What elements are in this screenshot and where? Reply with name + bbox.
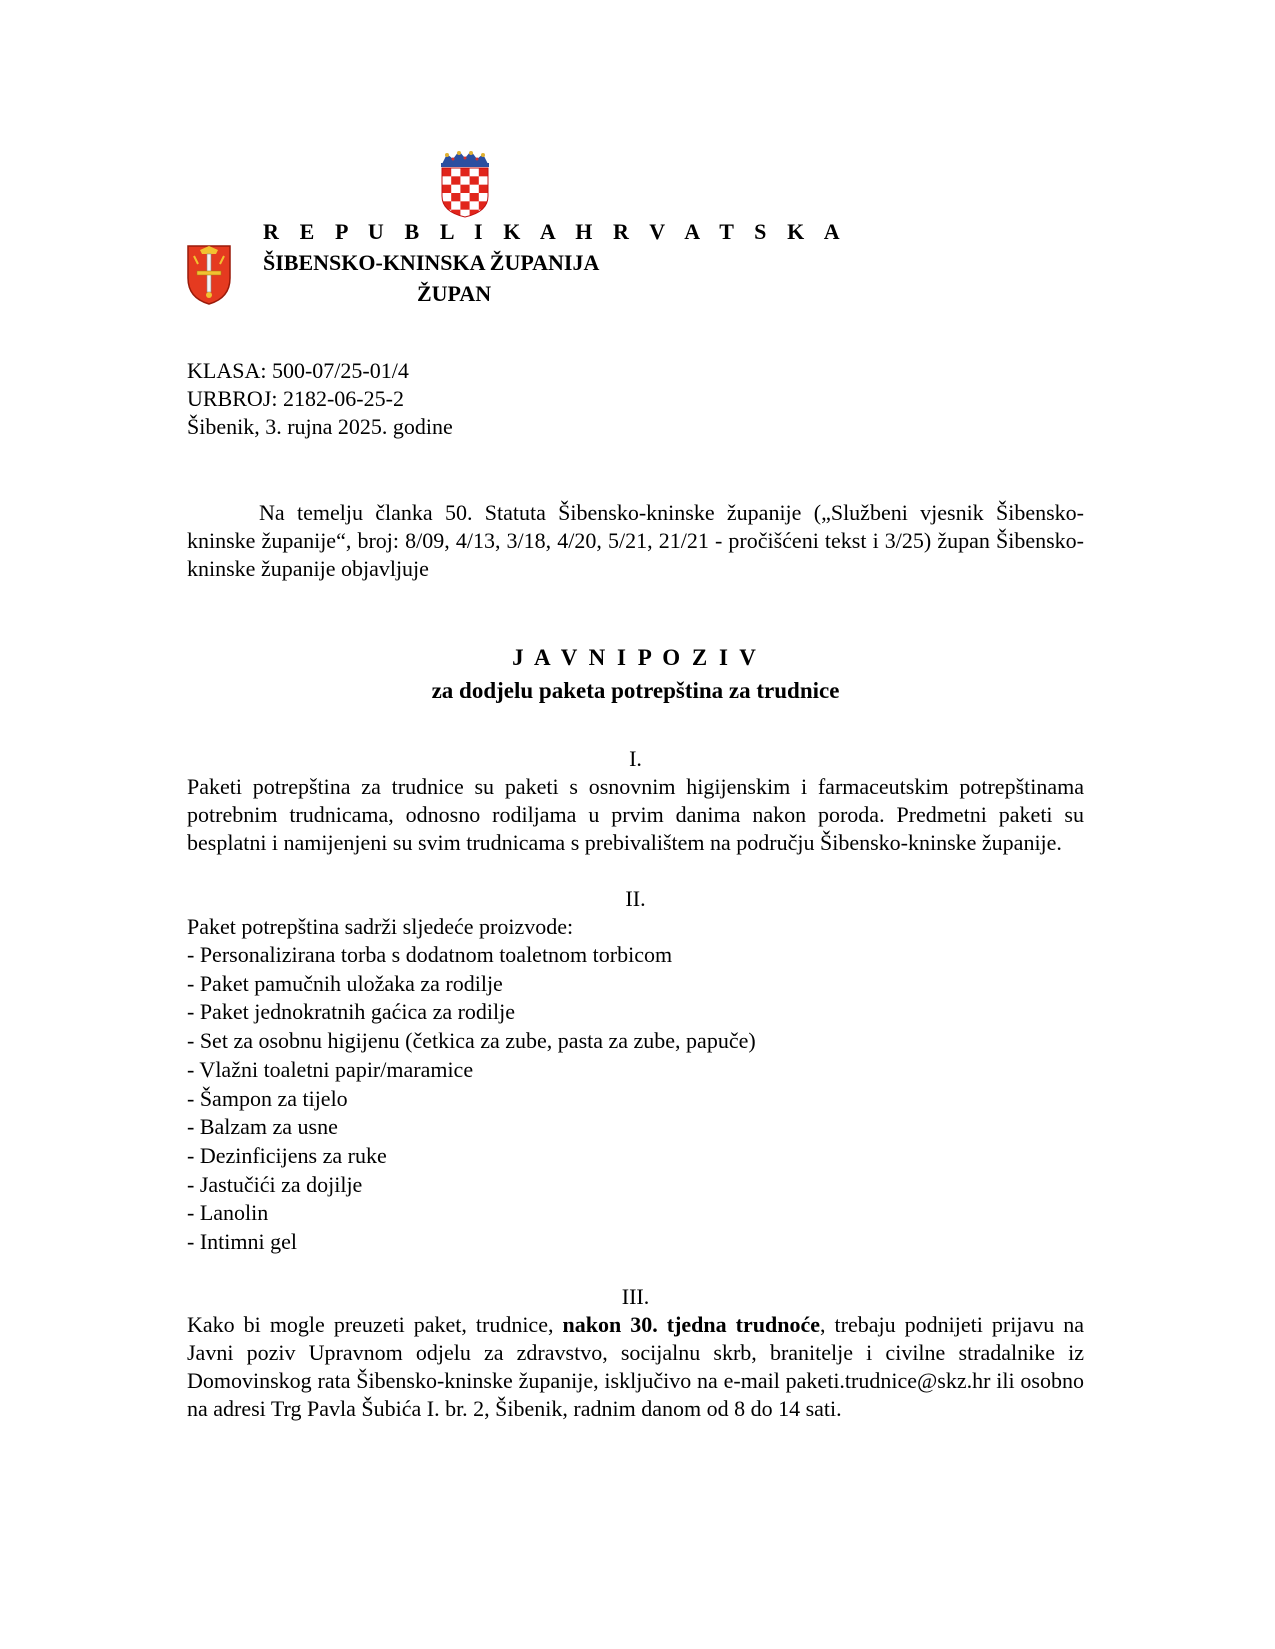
section-3-text-start: Kako bi mogle preuzeti paket, trudnice, bbox=[187, 1311, 563, 1337]
list-item: - Intimni gel bbox=[187, 1229, 297, 1255]
place-date-line: Šibenik, 3. rujna 2025. godine bbox=[187, 414, 453, 439]
product-list bbox=[187, 941, 1084, 1257]
list-item: - Paket pamučnih uložaka za rodilje bbox=[187, 970, 503, 996]
intro-text: Na temelju članka 50. Statuta Šibensko-kninske županije („Službeni vjesnik Šibensko-kninske županije“, broj: 8/09, 4/13, 3/18, 4/20, 5/21, 21/21 - pročišćeni tekst i 3/25) župan Šibensko-kninske županije objavljuje bbox=[187, 500, 1084, 581]
list-item: - Vlažni toaletni papir/maramice bbox=[187, 1056, 474, 1082]
section-3-text bbox=[187, 1311, 1084, 1423]
letterhead-county: ŠIBENSKO-KNINSKA ŽUPANIJA bbox=[263, 250, 600, 275]
section-3-bold-deadline: nakon 30. tjedna trudnoće bbox=[562, 1311, 821, 1337]
list-item: - Set za osobnu higijenu (četkica za zube, pasta za zube, papuče) bbox=[187, 1028, 756, 1054]
reference-block bbox=[187, 357, 453, 441]
email-link[interactable]: paketi.trudnice@skz.hr bbox=[785, 1367, 991, 1393]
list-item: - Jastučići za dojilje bbox=[187, 1171, 363, 1197]
document-title bbox=[187, 644, 1084, 1423]
urbroj-line: URBROJ: 2182-06-25-2 bbox=[187, 386, 404, 411]
list-item: - Personalizirana torba s dodatnom toaletnom torbicom bbox=[187, 942, 673, 967]
section-1-number: I. bbox=[629, 746, 642, 771]
intro-paragraph bbox=[187, 499, 1084, 583]
letterhead bbox=[263, 218, 847, 308]
section-3-number: III. bbox=[621, 1283, 650, 1309]
letterhead-office: ŽUPAN bbox=[417, 281, 492, 306]
title-sub: za dodjelu paketa potrepština za trudnice bbox=[431, 678, 840, 703]
section-2-lead: Paket potrepština sadrži sljedeće proizvode: bbox=[187, 914, 574, 939]
list-item: - Lanolin bbox=[187, 1200, 269, 1226]
section-3-text-middle: , trebaju podnijeti prijavu na Javni poziv Upravnom odjelu za zdravstvo, socijalnu skrb, branitelje i civilne stradalnike iz Domovinskog rata Šibensko-kninske županije, isključivo na e-mail bbox=[187, 1311, 1085, 1393]
section-2-number: II. bbox=[625, 886, 646, 911]
letterhead-country: R E P U B L I K A H R V A T S K A bbox=[263, 219, 848, 244]
list-item: - Šampon za tijelo bbox=[187, 1085, 348, 1111]
title-main: J A V N I P O Z I V bbox=[512, 645, 759, 670]
list-item: - Paket jednokratnih gaćica za rodilje bbox=[187, 999, 516, 1025]
croatian-coat-of-arms-icon bbox=[439, 150, 491, 218]
list-item: - Dezinficijens za ruke bbox=[187, 1142, 387, 1168]
section-3-text-end: ili osobno na adresi Trg Pavla Šubića I. br. 2, Šibenik, radnim danom od 8 do 14 sati. bbox=[187, 1367, 1084, 1421]
klasa-line: KLASA: 500-07/25-01/4 bbox=[187, 358, 409, 383]
section-1-text: Paketi potrepština za trudnice su paketi s osnovnim higijenskim i farmaceutskim potrepštinama potrebnim trudnicama, odnosno rodiljama u prvim danima nakon poroda. Predmetni paketi su besplatni i namijenjeni su svim trudnicama s prebivalištem na području Šibensko-kninske županije. bbox=[187, 774, 1084, 855]
county-coat-of-arms-icon bbox=[186, 244, 232, 306]
list-item: - Balzam za usne bbox=[187, 1114, 338, 1140]
